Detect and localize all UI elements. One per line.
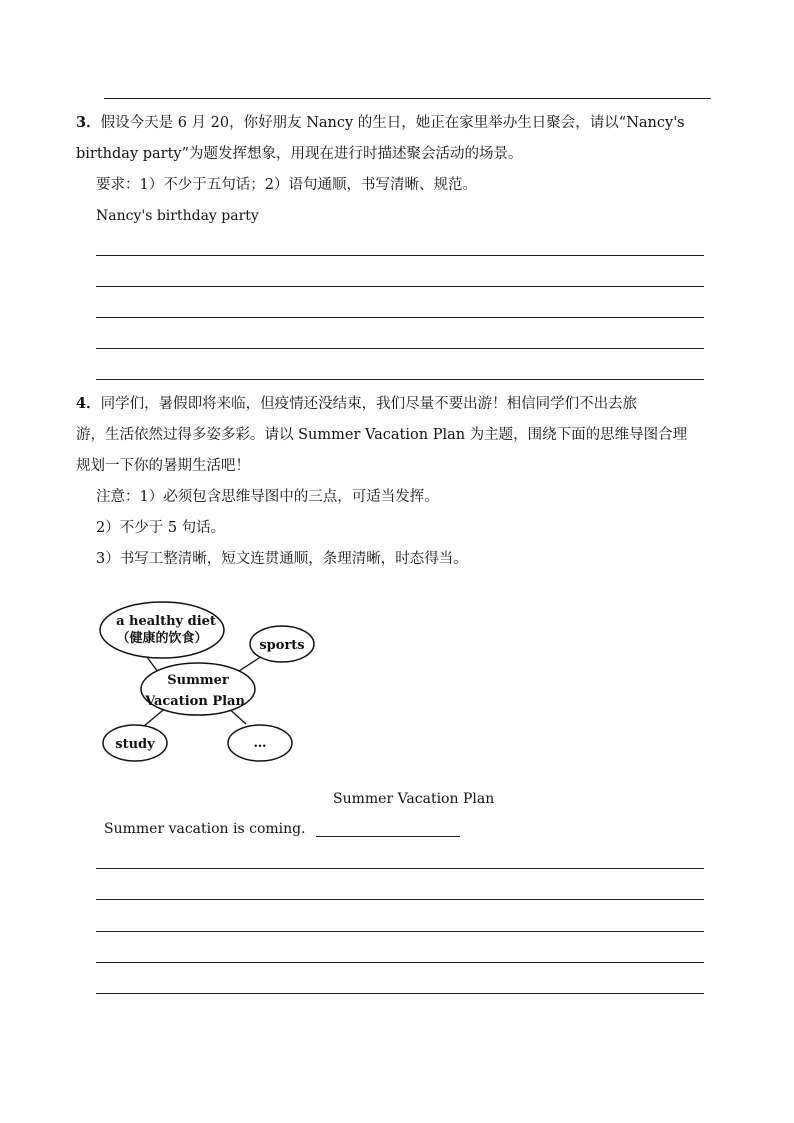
- connector-sports: [236, 656, 262, 673]
- node-diet-label-1: a healthy diet: [116, 614, 216, 629]
- q3-prompt-line-2: birthday party”为题发挥想象，用现在进行时描述聚会活动的场景。: [76, 146, 523, 162]
- q3-writing-line[interactable]: [96, 255, 704, 256]
- essay-caption: Summer Vacation Plan: [333, 791, 495, 807]
- q3-writing-line[interactable]: [96, 379, 704, 380]
- q3-line-1: [76, 113, 685, 133]
- node-center-label-2: Vacation Plan: [145, 694, 245, 709]
- top-rule: [104, 98, 711, 99]
- q4-writing-line[interactable]: [96, 993, 704, 994]
- q4-note-1: 注意：1）必须包含思维导图中的三点，可适当发挥。: [96, 489, 439, 505]
- q3-writing-line[interactable]: [96, 348, 704, 349]
- q3-number: 3．: [76, 114, 101, 131]
- q4-prompt-line-1: 同学们，暑假即将来临，但疫情还没结束，我们尽量不要出游！相信同学们不出去旅: [100, 396, 638, 412]
- q3-prompt-line-1: 假设今天是 6 月 20，你好朋友 Nancy 的生日，她正在家里举办生日聚会，请以“Nancy's: [100, 115, 685, 131]
- q3-writing-line[interactable]: [96, 317, 704, 318]
- q4-writing-line[interactable]: [96, 931, 704, 932]
- q3-writing-line[interactable]: [96, 286, 704, 287]
- mind-map-diagram: [96, 596, 326, 768]
- node-sports-label: sports: [259, 638, 305, 653]
- q4-writing-line[interactable]: [96, 868, 704, 869]
- q4-number: 4．: [76, 395, 101, 412]
- q3-requirements: 要求：1）不少于五句话；2）语句通顺，书写清晰、规范。: [96, 177, 477, 193]
- q4-note-2: 2）不少于 5 句话。: [96, 520, 226, 536]
- q4-prompt-line-3: 规划一下你的暑期生活吧！: [76, 458, 250, 474]
- essay-opening-line: [104, 821, 460, 837]
- essay-opening-sentence: Summer vacation is coming.: [104, 821, 306, 837]
- q4-prompt-line-2: 游，生活依然过得多姿多彩。请以 Summer Vacation Plan 为主题，围绕下面的思维导图合理: [76, 427, 688, 443]
- node-center-label-1: Summer: [167, 673, 229, 688]
- q3-essay-heading: Nancy's birthday party: [96, 208, 259, 224]
- q4-writing-line[interactable]: [96, 962, 704, 963]
- node-diet-label-2: （健康的饮食）: [116, 631, 208, 646]
- q4-line-1: [76, 394, 637, 414]
- node-study-label: study: [115, 737, 155, 752]
- essay-opening-blank[interactable]: [316, 822, 460, 837]
- q4-note-3: 3）书写工整清晰，短文连贯通顺，条理清晰，时态得当。: [96, 551, 468, 567]
- q4-writing-line[interactable]: [96, 899, 704, 900]
- node-more-label: …: [253, 736, 267, 751]
- node-diet: [100, 602, 224, 658]
